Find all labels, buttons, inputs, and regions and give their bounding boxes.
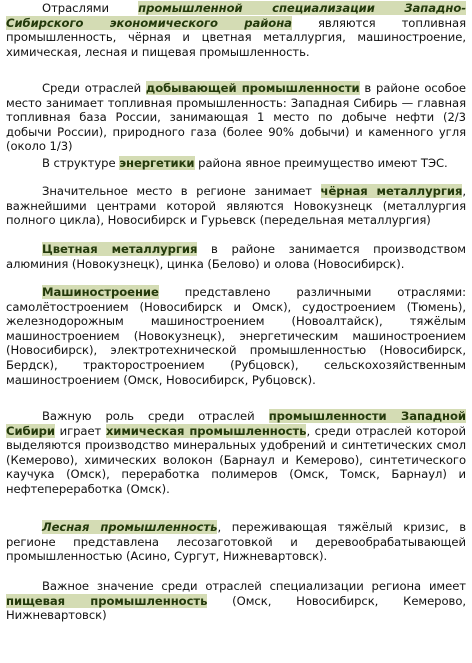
text-span: , важнейшими центрами которой являются Новокузнецк (металлургия полного цикла), Новосибирск и Гурьевск (передельная металлургия) <box>6 184 466 228</box>
text-span: в районе особое место занимает топливная промышленность: Западная Сибирь — главная топливная база России, занимающая 1 место по добыче нефти (2/3 добычи России), природного газа (более 90% добычи) и каменного угля (около 1/3) <box>6 81 466 154</box>
highlighted-term: чёрная металлургия <box>320 184 463 198</box>
text-span: Среди отраслей <box>42 81 146 95</box>
paragraph-specialization <box>6 1 466 59</box>
highlighted-term: пищевая промышленность <box>6 593 208 608</box>
text-span: , переживающая тяжёлый кризис, в регионе представлена лесозаготовкой и деревообрабатывающей промышленностью (Асино, Сургут, Нижневартовск). <box>6 520 466 564</box>
text-span: района явное преимущество имеют ТЭС. <box>194 156 448 170</box>
text-span: В структуре <box>42 156 120 170</box>
paragraph-machine-building <box>6 285 466 387</box>
paragraph-nonferrous-metallurgy <box>6 242 466 271</box>
highlighted-term: химическая промышленность <box>105 423 307 438</box>
text-span: в районе занимается производством алюминия (Новокузнецк), цинка (Белово) и олова (Новосибирск). <box>6 242 467 271</box>
text-span: , среди отраслей которой выделяются производство минеральных удобрений и синтетических смол (Кемерово), химических волокон (Барнаул и Кемерово), синтетического каучука (Омск), переработка полимеров (Омск, Томск, Барнаул) и нефтепереработка (Омск). <box>6 423 466 496</box>
highlighted-term: Цветная металлургия <box>42 242 198 256</box>
paragraph-extractive-industry <box>6 81 466 154</box>
paragraph-food-industry <box>6 579 466 623</box>
text-span: Значительное место в регионе занимает <box>42 184 321 198</box>
text-span: Важную роль среди отраслей <box>42 409 269 423</box>
text-span: представлено различными отраслями: самолётостроением (Новосибирск и Омск), судостроением (Тюмень), железнодорожным машиностроением (Новоалтайск), тяжёлым машиностроением (Новокузнецк), энергетическим машиностроением (Новосибирск), электротехнической промышленностью (Новосибирск, Бердск), тракторостроением (Рубцовск), сельскохозяйственным машиностроением (Омск, Новосибирск, Рубцовск). <box>6 285 466 387</box>
text-span: Отраслями <box>42 1 139 15</box>
paragraph-ferrous-metallurgy <box>6 184 466 228</box>
text-span: (Омск, Новосибирск, Кемерово, Нижневартовск) <box>6 593 466 623</box>
highlighted-term: Лесная промышленность <box>42 520 218 534</box>
highlighted-term: добывающей промышленности <box>145 81 360 95</box>
paragraph-energy <box>6 156 466 171</box>
text-span: Важное значение среди отраслей специализации региона имеет <box>42 579 466 593</box>
text-span: играет <box>54 423 106 438</box>
highlighted-term: энергетики <box>119 156 195 170</box>
paragraph-forest-industry <box>6 520 466 564</box>
text-span: являются топливная промышленность, чёрная и цветная металлургия, машиностроение, химическая, лесная и пищевая промышленность. <box>6 15 467 59</box>
highlighted-term: промышленности Западной Сибири <box>6 409 466 438</box>
paragraph-chemical-industry <box>6 409 466 497</box>
highlighted-term: промышленной специализации Западно-Сибирского экономического района <box>6 1 466 30</box>
highlighted-term: Машиностроение <box>42 285 159 299</box>
